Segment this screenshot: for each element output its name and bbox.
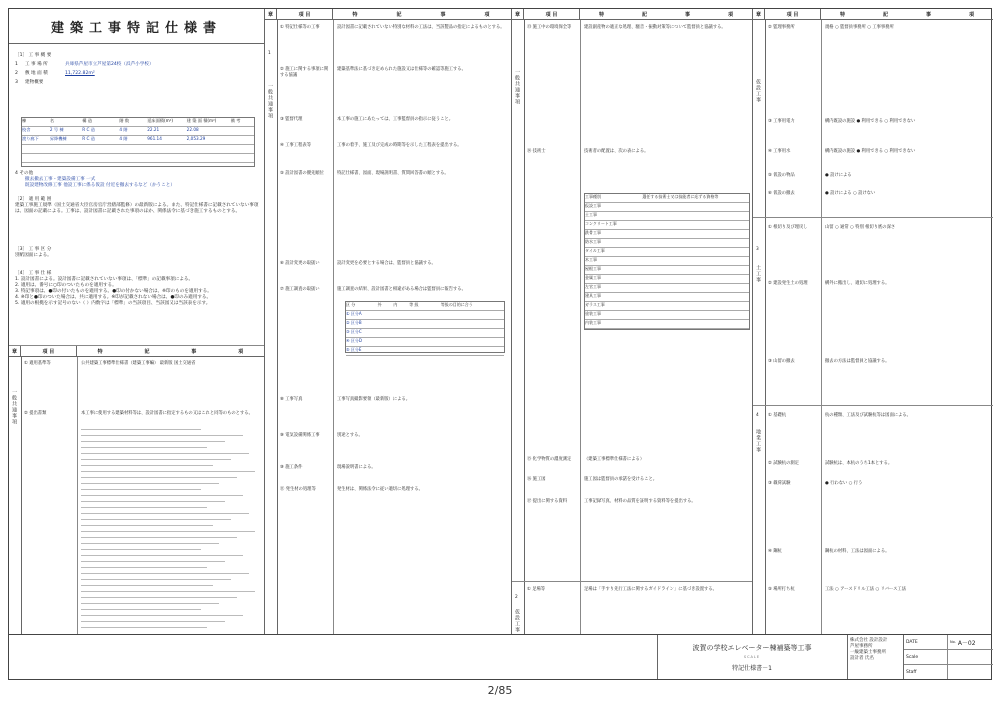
text-rule — [81, 603, 219, 604]
item-text: ● 行わない ○ 行う — [825, 481, 863, 486]
item-text: 発生材は、関係法令に従い適切に処理する。 — [337, 487, 423, 492]
td: 22.08 — [186, 127, 199, 132]
item-text: 工法 ○ アースドリル工法 ○ リバース工法 — [825, 587, 907, 592]
table-row — [585, 266, 749, 275]
item-label: ⑤ 設計図書の優先順位 — [280, 171, 324, 176]
chapter-label: 地業工事 — [755, 429, 761, 453]
td: 961.14 — [147, 136, 162, 141]
text-rule — [81, 471, 255, 472]
tech-table-header — [585, 194, 749, 203]
th: 階 数 — [119, 118, 130, 123]
text-rule — [81, 441, 225, 442]
chapter-bar — [753, 20, 766, 635]
text-rule — [81, 579, 231, 580]
firm-line: 芦屋事務所 — [850, 644, 873, 649]
column-3 — [512, 9, 753, 635]
chapter-label: 一般共通事項 — [514, 69, 520, 105]
td — [231, 136, 254, 144]
header-cell: 事 — [684, 11, 690, 18]
table-row — [585, 284, 749, 293]
section-3 — [15, 247, 259, 259]
text-rule — [81, 615, 243, 616]
td: 4 階 — [119, 136, 128, 141]
lower-item-label: ② 提出書類 — [24, 411, 47, 416]
item-label: ④ 工事用水 — [768, 149, 791, 154]
td: タイル工事 — [585, 248, 605, 253]
th: 等級の目的に合う — [440, 302, 473, 307]
item-label: ② 監理事務所 — [768, 25, 795, 30]
divider — [77, 357, 78, 635]
table-row — [22, 136, 254, 145]
td: 仮設工事 — [585, 203, 601, 208]
td: 鉄骨工事 — [585, 230, 601, 235]
item-text: 本工事の施工にあたっては、工事監督員の指示に従うこと。 — [337, 117, 454, 122]
item-label: ③ 載荷試験 — [768, 481, 791, 486]
item-text: 工事記録写真、材料の品質を証明する資料等を提出する。 — [584, 499, 696, 504]
header-cell: 章 — [753, 9, 765, 19]
text-rule — [81, 585, 213, 586]
td: 4 階 — [119, 127, 128, 132]
header-cell: 特 — [97, 348, 103, 355]
section-1-heading: ［1］ 工 事 概 要 — [15, 53, 52, 58]
header-cell: 項 — [727, 11, 733, 18]
item-text: 杭の種類、工法及び試験杭等は図面による。 — [825, 413, 911, 418]
text-rule — [81, 447, 207, 448]
item-text: 工事の着手、施工及び完成の時期等を示した工程表を提出する。 — [337, 143, 462, 148]
table-row — [585, 311, 749, 320]
th: 選任する技術士又は技能者に応ずる資格等 — [642, 194, 719, 199]
item-4-label: 4 その他 — [15, 171, 34, 176]
item-label: ⑬ 施工中の環境保全等 — [527, 25, 572, 30]
meta-scale-row — [904, 650, 993, 665]
building-table-header — [22, 118, 254, 127]
header-cell: 項 — [968, 11, 974, 18]
lower-table-header — [9, 346, 264, 357]
section-4 — [15, 271, 259, 307]
item-label: ② 試験杭の測定 — [768, 461, 799, 466]
td: 22.21 — [147, 127, 160, 132]
meta-staff-row — [904, 665, 993, 679]
text-rule — [81, 537, 237, 538]
table-row — [22, 145, 254, 154]
td: 土工事 — [585, 212, 597, 217]
header-cell: 記 — [396, 11, 402, 18]
item-label: ⑧ 工事写真 — [280, 397, 303, 402]
item-text: 別途とする。 — [337, 433, 363, 438]
item-text: 設計図書に記載されていない特別な材料の工法は、当該製品の指定によるものとする。 — [337, 25, 505, 30]
text-rule — [81, 513, 249, 514]
th: 延床面積(m²) — [147, 118, 174, 123]
item-text: 施工調査の結果、設計図書と相違がある場合は監督員に報告する。 — [337, 287, 466, 292]
text-rule — [81, 489, 201, 490]
item-text: 足場は「手すり先行工法に関するガイドライン」に基づき設置する。 — [584, 587, 717, 592]
item-text: 特記仕様書、図面、現場説明書、質問回答書の順とする。 — [337, 171, 449, 176]
item-text: 設計変更を必要とする場合は、監督員と協議する。 — [337, 261, 436, 266]
text-rule — [81, 549, 201, 550]
td: 木工事 — [585, 257, 597, 262]
section-4-heading: ［4］ 工 事 仕 様 — [15, 271, 52, 276]
item-label: ② 施工に関する事項に関する協議 — [280, 67, 329, 78]
divider — [753, 405, 993, 406]
lower-item-text: 公共建築工事標準仕様書（建築工事編） 最新版 国土交通省 — [81, 361, 196, 366]
item-text: ● 設けによる — [825, 173, 852, 178]
section-4-line: 5. 適用の根拠を示す記号のない（ ）内数字は「標準」の当該項目、当該図又は当該表を示す。 — [15, 301, 211, 306]
no-label: No. — [950, 640, 956, 644]
header-cell: 章 — [9, 346, 21, 356]
text-rule — [81, 525, 213, 526]
text-rule — [81, 477, 237, 478]
chapter-bar — [512, 20, 525, 635]
page-number: 2/85 — [487, 684, 513, 697]
section-1 — [15, 53, 259, 86]
item-label: ⑪ 発生材の処理等 — [280, 487, 316, 492]
td: R C 造 — [82, 127, 95, 132]
column-2 — [265, 9, 512, 635]
text-rule — [81, 435, 243, 436]
table-row — [585, 257, 749, 266]
section-4-line: 3. 特記事項は、●印の付いたものを適用する。●印の付かない場合は、※印のものを適用する。 — [15, 289, 212, 294]
item-text: 撤去の方法は監督員と協議する。 — [825, 359, 890, 364]
header-cell: 項 目 — [524, 9, 580, 19]
building-table — [21, 117, 255, 167]
item-label: ⑯ 施工図 — [527, 477, 546, 482]
meta-date-row — [904, 635, 993, 650]
td: 防水工事 — [585, 239, 601, 244]
date-label: DATE — [904, 635, 948, 649]
td: 金属工事 — [585, 275, 601, 280]
item-label: ③ 工事用電力 — [768, 119, 795, 124]
lower-item-label: ① 適用基準等 — [24, 361, 51, 366]
header-cell: 項 — [238, 348, 244, 355]
td: R C 造 — [82, 136, 95, 141]
text-rule — [81, 597, 237, 598]
table-row: ① 区分A — [346, 311, 504, 320]
th: 外 — [377, 302, 382, 307]
scale-label: SCALE — [743, 655, 761, 659]
header-cell: 章 — [265, 9, 277, 19]
item-text: 山留 ○ 通常 ○ 特別 根切り底の深さ — [825, 225, 896, 230]
divider — [580, 20, 581, 635]
item-text: 施工図は監督員の承諾を受けること。 — [584, 477, 658, 482]
title-block-firm — [847, 635, 904, 679]
td: 昇降機棟 — [49, 136, 67, 141]
text-rule — [81, 543, 219, 544]
header-cell: 項 目 — [277, 9, 333, 19]
table-row — [585, 320, 749, 329]
item-text: 技術者の配置は、次の表による。 — [584, 149, 649, 154]
td: 内装工事 — [585, 320, 601, 325]
table-row — [585, 275, 749, 284]
grade-table — [345, 301, 505, 353]
grade-table-header — [346, 302, 504, 311]
title-block — [9, 634, 991, 679]
th: 建 築 面 積(m²) — [186, 118, 217, 123]
item-text: 建設副産物の適正な処理、騒音・振動対策等について監督員と協議する。 — [584, 25, 726, 30]
item-label: ④ 工事工程表等 — [280, 143, 311, 148]
item-label: ① 根切り及び埋戻し — [768, 225, 808, 230]
sheet-title: 特記仕様書－1 — [732, 665, 772, 672]
chapter-label: 一般共通事項 — [11, 389, 17, 425]
column-4 — [753, 9, 993, 635]
text-rule — [81, 609, 201, 610]
text-rule — [81, 627, 207, 628]
sheet-number: A－02 — [957, 639, 976, 647]
th: 工事種別 — [585, 194, 601, 199]
td: 屋根工事 — [585, 266, 601, 271]
section-2-text: 建築工事施工規準（国土交通省大臣官房官庁営繕部監修）の最新版による。また、特記仕様書に記載されていない事項は、図面の記載による。工事は、設計図書に記載された事項のほか、関係法令に基づき施工するものとする。 — [15, 203, 259, 214]
th: 構 造 — [82, 118, 93, 123]
chapter-number: 1 — [268, 51, 271, 56]
item-label: ② 建設発生土の処理 — [768, 281, 808, 286]
item-label: ① 足場等 — [527, 587, 546, 592]
item-text: 建築基準法に基づき定められた施設又は仕様等の確認等施工する。 — [337, 67, 466, 72]
header-cell: 項 目 — [765, 9, 821, 19]
item-location — [15, 62, 259, 68]
item-4-line: 既設建物改修工事 他設工事に係る仮設 付近を撤去するなど（かうこと） — [25, 183, 175, 188]
table-row — [585, 239, 749, 248]
chapter-number: 4 — [756, 413, 759, 418]
item-4-line: 撤去撤去工事・建築設備工事 一式 — [25, 177, 96, 182]
table-row: ② 区分B — [346, 320, 504, 329]
section-other — [15, 171, 259, 189]
text-rule — [81, 501, 225, 502]
item-label: ③ 山留の撤去 — [768, 359, 795, 364]
td — [231, 127, 254, 135]
item-no: 2 — [15, 71, 18, 76]
item-label: ⑤ 仮設の物品 — [768, 173, 795, 178]
table-row — [585, 203, 749, 212]
item-value: 兵庫県芦屋市立芦屋第24校（浜芦小学校） — [65, 62, 154, 67]
section-2 — [15, 197, 259, 215]
item-text: 試験杭は、本杭のうち1本とする。 — [825, 461, 893, 466]
table-row — [585, 302, 749, 311]
chapter-label: 仮設工事 — [755, 79, 761, 103]
text-rule — [81, 459, 231, 460]
tech-table — [584, 193, 750, 330]
table-row — [585, 212, 749, 221]
text-rule — [81, 531, 255, 532]
lower-item-text: 本工事に使用する建築材料等は、設計図書に指定するもの又はこれと同等のものとする。 — [81, 411, 253, 416]
text-rule — [81, 567, 207, 568]
td: 塗装工事 — [585, 311, 601, 316]
item-label: ⑤ 場所打ち杭 — [768, 587, 795, 592]
text-rule — [81, 495, 243, 496]
item-label: ⑥ 仮設の撤去 — [768, 191, 795, 196]
th: 等 級 — [409, 302, 419, 307]
divider — [512, 581, 752, 582]
text-rule — [81, 519, 231, 520]
th: 名 — [49, 118, 55, 123]
item-text: （建築工事標準仕様書による） — [584, 457, 645, 462]
section-4-line: 4. ※印と●印のついた場合は、共に適用する。※印が記載されない場合は、●印のみ適用する。 — [15, 295, 212, 300]
section-3-heading: ［3］ 工 事 区 分 — [15, 247, 52, 252]
text-rule — [81, 621, 225, 622]
table-row: ④ 区分D — [346, 338, 504, 347]
text-rule — [81, 561, 225, 562]
table-row: ⑤ 区分E — [346, 347, 504, 356]
item-text: 鋼杭の材料、工法は図面による。 — [825, 549, 890, 554]
item-text: 構外に搬出し、適切に処理する。 — [825, 281, 890, 286]
item-label: ⑮ 化学物質の濃度測定 — [527, 457, 572, 462]
header-cell: 特 — [352, 11, 358, 18]
drawing-sheet — [8, 8, 992, 680]
header-cell: 項 目 — [21, 346, 77, 356]
section-3-text: 別紙図面による。 — [15, 253, 52, 258]
header-cell: 章 — [512, 9, 524, 19]
chapter-label: 一般共通事項 — [267, 83, 273, 119]
firm-line: 株式会社 設計設計 — [850, 638, 888, 643]
item-label: 建物概要 — [25, 80, 44, 85]
chapter-number: 2 — [515, 595, 518, 600]
item-label: ⑩ 施工条件 — [280, 465, 303, 470]
item-label: ① 基礎杭 — [768, 413, 787, 418]
td: コンクリート工事 — [585, 221, 617, 226]
title-block-project — [657, 635, 848, 679]
firm-line: 一級建築士事務所 — [850, 650, 886, 655]
td: 2,053.29 — [186, 136, 206, 141]
column-1 — [9, 9, 265, 635]
text-rule — [81, 429, 201, 430]
table-row — [585, 230, 749, 239]
item-label: ③ 監督代理 — [280, 117, 303, 122]
item-label: ⑨ 電気設備関係工事 — [280, 433, 320, 438]
header-cell: 特 — [598, 11, 604, 18]
column-header — [512, 9, 752, 20]
item-text: 構内既設の施設 ● 利用できる ○ 利用できない — [825, 119, 916, 124]
divider — [821, 20, 822, 635]
column-header — [753, 9, 993, 20]
text-rule — [81, 555, 243, 556]
firm-line: 設計者 氏名 — [850, 656, 874, 661]
item-text: 現場説明書による。 — [337, 465, 376, 470]
item-site-area — [15, 71, 259, 77]
item-building — [15, 80, 259, 86]
item-label: 工 事 場 所 — [25, 62, 48, 67]
chapter-number: 3 — [756, 247, 759, 252]
column-header — [265, 9, 511, 20]
td: 渡り廊下 — [22, 136, 39, 141]
text-rule — [81, 465, 213, 466]
chapter-label: 仮設工事 — [514, 609, 520, 633]
chapter-label: 土工事 — [755, 265, 761, 283]
item-text: 工事写真撮影要領（最新版）による。 — [337, 397, 411, 402]
text-rule — [81, 591, 255, 592]
td: 2 号 棟 — [49, 127, 64, 132]
item-label: ⑥ 設計変更の取扱い — [280, 261, 320, 266]
header-cell: 項 — [484, 11, 490, 18]
section-2-heading: ［2］ 適 用 範 囲 — [15, 197, 52, 202]
text-rule — [81, 573, 249, 574]
item-label: ⑭ 技術士 — [527, 149, 546, 154]
td: 建具工事 — [585, 293, 601, 298]
item-label: ⑦ 施工調査の取扱い — [280, 287, 320, 292]
divider — [753, 217, 993, 218]
td: ガラス工事 — [585, 302, 605, 307]
item-text: ● 設けによる ○ 設けない — [825, 191, 876, 196]
section-4-line: 2. 適用は、番号に○印のついたものを適用する。 — [15, 283, 117, 288]
header-cell: 事 — [925, 11, 931, 18]
item-text: 構内既設の施設 ● 利用できる ○ 利用できない — [825, 149, 916, 154]
staff-row-label: Staff — [904, 665, 948, 679]
scale-row-label: Scale — [904, 650, 948, 664]
item-no: 3 — [15, 80, 18, 85]
text-rule — [81, 507, 207, 508]
table-row — [585, 221, 749, 230]
title-block-blank — [9, 635, 658, 679]
header-cell: 事 — [191, 348, 197, 355]
text-rule — [81, 483, 219, 484]
section-4-line: 1. 設計図書による。設計図書に記載されていない事項は、「標準」の記載事項による。 — [15, 277, 194, 282]
header-cell: 事 — [440, 11, 446, 18]
header-cell: 記 — [641, 11, 647, 18]
th: 棟 — [22, 118, 27, 123]
header-cell: 記 — [882, 11, 888, 18]
table-row — [22, 127, 254, 136]
title-block-meta — [904, 635, 993, 679]
item-no: 1 — [15, 62, 18, 67]
item-label: 敷 地 面 積 — [25, 71, 48, 76]
table-row — [22, 154, 254, 163]
divider — [333, 20, 334, 635]
item-label: ④ 鋼杭 — [768, 549, 782, 554]
item-label: ① 特記仕様等の工事 — [280, 25, 320, 30]
th: 備 考 — [230, 118, 241, 123]
th: 区 分 — [346, 302, 356, 307]
table-row — [585, 293, 749, 302]
header-cell: 記 — [144, 348, 150, 355]
item-label: ⑰ 提出に関する資料 — [527, 499, 568, 504]
table-row: ③ 区分C — [346, 329, 504, 338]
td: 校舎 — [22, 127, 31, 132]
document-title: 建築工事特記仕様書 — [9, 9, 264, 44]
text-rule — [81, 453, 249, 454]
item-text: 規格 ○ 監督員事務所 ○ 工事事務所 — [825, 25, 894, 30]
table-row — [585, 248, 749, 257]
item-value: 11,722.82m² — [65, 71, 95, 76]
project-title: 波賀の学校エレベーター棟補築等工事 — [692, 644, 812, 652]
header-cell: 特 — [839, 11, 845, 18]
td: 左官工事 — [585, 284, 601, 289]
th: 内 — [393, 302, 398, 307]
